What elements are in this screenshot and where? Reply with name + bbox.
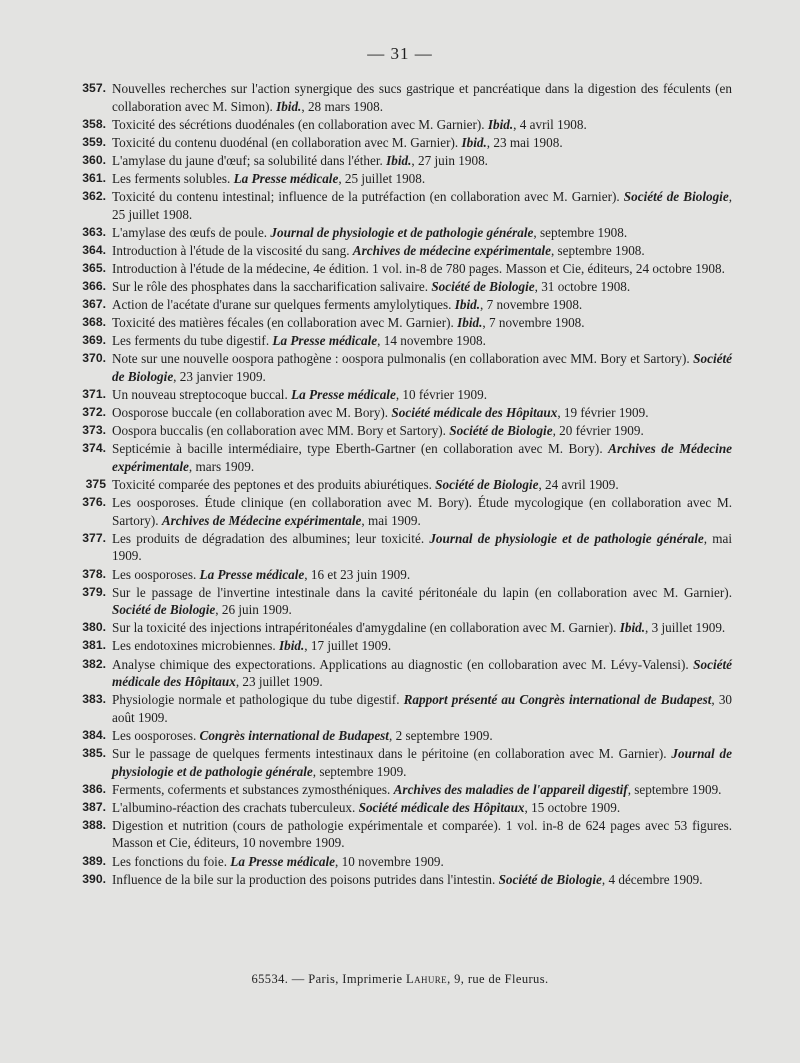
list-item [72, 745, 732, 780]
entry-title: Ferments, coferments et substances zymosthéniques. [112, 781, 394, 797]
list-item [72, 637, 732, 655]
entry-title: Septicémie à bacille intermédiaire, type Eberth-Gartner (en collaboration avec M. Bory). [112, 441, 609, 457]
entry-number: 362. [82, 189, 106, 204]
list-item [72, 440, 732, 475]
entry-number: 360. [82, 152, 106, 167]
entry-date: , 25 juillet 1908. [112, 189, 732, 222]
entry-date: , 31 octobre 1908. [534, 279, 631, 295]
entry-source: Société de Biologie [498, 871, 602, 887]
list-item [72, 386, 732, 404]
entry-title: Sur la toxicité des injections intrapéritonéales d'amygdaline (en collaboration avec M. Garnier). [112, 620, 620, 636]
entry-title: Sur le passage de quelques ferments intestinaux dans le péritoine (en collaboration avec M. Garnier). [112, 745, 672, 761]
list-item [72, 656, 732, 691]
entry-title: Les oosporoses. Étude clinique (en collaboration avec M. Bory). Étude mycologique (en collaboration avec M. Sartory). [112, 495, 732, 528]
entry-text [112, 853, 732, 871]
entry-title: Digestion et nutrition (cours de pathologie expérimentale et comparée). 1 vol. in-8 de 624 pages avec 53 figures. Masson et Cie, éditeurs, 10 novembre 1909. [112, 817, 732, 851]
entry-text [112, 134, 732, 152]
entry-source: Société de Biologie [431, 279, 535, 295]
imprint-printer: Lahure [406, 972, 448, 986]
entry-date: , septembre 1908. [550, 242, 645, 258]
entry-number: 376. [82, 495, 106, 510]
entry-source: Journal de physiologie et de pathologie générale [270, 224, 534, 240]
entry-text [112, 584, 732, 619]
entry-date: , 23 janvier 1909. [173, 369, 266, 384]
list-item [72, 691, 732, 726]
list-item [72, 152, 732, 170]
imprint-code: 65534. [251, 972, 289, 986]
entry-date: , 23 mai 1908. [486, 134, 563, 150]
entry-number: 375 [85, 477, 106, 492]
entry-date: , 4 avril 1908. [513, 116, 587, 132]
entry-source: Journal de physiologie et de pathologie générale [429, 530, 704, 546]
entry-source: Société de Biologie [449, 423, 553, 439]
entry-source: Société de Biologie [435, 477, 539, 493]
entry-title: Nouvelles recherches sur l'action synergique des sucs gastrique et pancréatique dans la digestion des féculents (en collaboration avec M. Simon). [112, 81, 732, 114]
entry-title: Introduction à l'étude de la médecine, 4e édition. 1 vol. in-8 de 780 pages. Masson et Cie, éditeurs, 24 octobre 1908. [112, 260, 725, 276]
entry-number: 382. [82, 656, 106, 671]
entry-source: Archives des maladies de l'appareil digestif [393, 781, 628, 797]
list-item [72, 188, 732, 223]
entry-number: 367. [82, 297, 106, 312]
entry-source: La Presse médicale [233, 170, 339, 186]
entry-source: La Presse médicale [272, 333, 378, 349]
entry-title: Oospora buccalis (en collaboration avec MM. Bory et Sartory). [112, 423, 450, 439]
entry-number: 381. [82, 638, 106, 653]
entry-number: 365. [82, 260, 106, 275]
entry-text [112, 799, 732, 817]
entry-title: Les oosporoses. [112, 727, 200, 743]
entry-number: 384. [82, 727, 106, 742]
entry-title: Sur le passage de l'invertine intestinale dans la cavité péritonéale du lapin (en collaboration avec M. Garnier). [112, 584, 732, 600]
list-item [72, 296, 732, 314]
entry-text [112, 619, 732, 637]
entry-date: , 10 novembre 1909. [335, 853, 444, 869]
list-item [72, 817, 732, 852]
entry-date: , 25 juillet 1908. [338, 170, 426, 186]
entry-text [112, 817, 732, 852]
entry-date: , 27 juin 1908. [411, 152, 488, 168]
list-item [72, 278, 732, 296]
entry-title: Physiologie normale et pathologique du tube digestif. [112, 692, 404, 708]
entry-title: Les fonctions du foie. [112, 853, 231, 869]
entry-source: Ibid. [454, 297, 481, 313]
entry-source: Ibid. [461, 134, 487, 150]
entry-date: , 16 et 23 juin 1909. [304, 566, 411, 582]
printer-imprint [0, 972, 800, 987]
entry-text [112, 440, 732, 475]
entry-number: 388. [82, 817, 106, 832]
entry-number: 358. [82, 116, 106, 131]
entry-number: 366. [82, 279, 106, 294]
entry-title: L'amylase du jaune d'œuf; sa solubilité dans l'éther. [112, 152, 387, 168]
entry-date: , mars 1909. [188, 458, 255, 474]
entry-text [112, 781, 732, 799]
entry-title: Toxicité du contenu duodénal (en collaboration avec M. Garnier). [112, 134, 462, 150]
entry-source: Ibid. [457, 315, 483, 331]
entry-text [112, 332, 732, 350]
entry-text [112, 404, 732, 422]
list-item [72, 350, 732, 385]
list-item [72, 871, 732, 889]
list-item [72, 781, 732, 799]
list-item [72, 134, 732, 152]
list-item [72, 224, 732, 242]
entry-title: Introduction à l'étude de la viscosité du sang. [112, 242, 353, 258]
entry-source: Archives de Médecine expérimentale [161, 512, 362, 528]
list-item [72, 476, 732, 494]
entry-source: Ibid. [619, 620, 645, 636]
entry-text [112, 278, 732, 296]
entry-date: , 20 février 1909. [552, 423, 644, 439]
entry-date: , 7 novembre 1908. [482, 315, 585, 331]
entry-date: , septembre 1909. [312, 763, 407, 779]
bibliography-list [72, 80, 732, 889]
entry-date: , mai 1909. [361, 512, 421, 528]
entry-number: 357. [82, 81, 106, 95]
entry-date: , mai 1909. [112, 530, 732, 564]
entry-date: , 23 juillet 1909. [235, 674, 323, 690]
list-item [72, 80, 732, 115]
entry-number: 369. [82, 333, 106, 348]
entry-title: Sur le rôle des phosphates dans la saccharification salivaire. [112, 279, 432, 295]
entry-date: , 28 mars 1908. [301, 98, 384, 114]
entry-number: 364. [82, 242, 106, 257]
entry-source: Archives de médecine expérimentale [352, 242, 551, 258]
entry-source: Société médicale des Hôpitaux [112, 656, 732, 690]
entry-date: , septembre 1908. [533, 224, 628, 240]
entry-text [112, 188, 732, 223]
entry-text [112, 260, 732, 278]
entry-text [112, 242, 732, 260]
list-item [72, 799, 732, 817]
entry-date: , 15 octobre 1909. [524, 799, 621, 815]
page-number: — 31 — [367, 44, 433, 63]
entry-source: Société de Biologie [112, 351, 732, 384]
list-item [72, 116, 732, 134]
entry-text [112, 566, 732, 584]
entry-title: Oosporose buccale (en collaboration avec M. Bory). [112, 405, 392, 421]
entry-source: Ibid. [386, 152, 412, 168]
list-item [72, 170, 732, 188]
entry-number: 371. [82, 387, 106, 402]
entry-title: Les ferments solubles. [112, 170, 234, 186]
entry-text [112, 656, 732, 691]
entry-number: 386. [82, 781, 106, 796]
entry-date: , 3 juillet 1909. [645, 620, 726, 636]
entry-title: Note sur une nouvelle oospora pathogène : oospora pulmonalis (en collaboration avec MM. Bory et Sartory). [112, 351, 694, 367]
entry-source: Société de Biologie [623, 189, 729, 205]
entry-text [112, 727, 732, 745]
entry-title: Un nouveau streptocoque buccal. [112, 387, 292, 403]
entry-number: 363. [82, 224, 106, 239]
entry-title: L'amylase des œufs de poule. [112, 224, 271, 240]
entry-title: Analyse chimique des expectorations. Applications au diagnostic (en collobaration avec M. Lévy-Valensi). [112, 656, 694, 672]
entry-source: Journal de physiologie et de pathologie générale [112, 745, 732, 779]
list-item [72, 619, 732, 637]
entry-text [112, 871, 732, 889]
entry-title: Toxicité du contenu intestinal; influence de la putréfaction (en collaboration avec M. Garnier). [112, 189, 624, 205]
entry-text [112, 80, 732, 115]
list-item [72, 494, 732, 529]
entry-text [112, 476, 732, 494]
entry-date: , septembre 1909. [627, 781, 722, 797]
entry-number: 383. [82, 692, 106, 707]
entry-number: 385. [82, 745, 106, 760]
entry-source: Archives de Médecine expérimentale [112, 441, 733, 474]
entry-title: L'albumino-réaction des crachats tuberculeux. [112, 799, 359, 815]
entry-source: Ibid. [487, 116, 514, 132]
entry-source: Congrès international de Budapest [199, 727, 389, 743]
entry-title: Les ferments du tube digestif. [112, 333, 273, 349]
entry-text [112, 152, 732, 170]
entry-number: 359. [82, 134, 106, 149]
entry-number: 377. [82, 530, 106, 545]
entry-text [112, 314, 732, 332]
entry-text [112, 386, 732, 404]
entry-title: Toxicité comparée des peptones et des produits abiurétiques. [112, 477, 436, 493]
entry-text [112, 224, 732, 242]
entry-date: , 2 septembre 1909. [388, 727, 493, 743]
imprint-text-before: — Paris, Imprimerie [288, 972, 407, 986]
entry-text [112, 637, 732, 655]
entry-source: Rapport présenté au Congrès international de Budapest [403, 692, 712, 708]
entry-date: , 14 novembre 1908. [377, 333, 486, 349]
list-item [72, 853, 732, 871]
entry-number: 380. [82, 620, 106, 635]
entry-text [112, 494, 732, 529]
entry-source: Ibid. [276, 98, 302, 114]
entry-text [112, 116, 732, 134]
entry-text [112, 350, 732, 385]
entry-text [112, 170, 732, 188]
entry-number: 389. [82, 853, 106, 868]
entry-number: 387. [82, 799, 106, 814]
entry-title: Les endotoxines microbiennes. [112, 638, 280, 654]
entry-number: 372. [82, 405, 106, 420]
entry-title: Toxicité des matières fécales (en collaboration avec M. Garnier). [112, 315, 458, 331]
entry-source: Société médicale des Hôpitaux [391, 405, 558, 421]
entry-date: , 10 février 1909. [395, 387, 487, 403]
list-item [72, 584, 732, 619]
entry-date: , 19 février 1909. [557, 405, 649, 421]
entry-text [112, 422, 732, 440]
entry-date: , 24 avril 1909. [538, 477, 619, 493]
entry-date: , 30 août 1909. [112, 692, 733, 725]
list-item [72, 242, 732, 260]
entry-title: Les oosporoses. [112, 566, 200, 582]
list-item [72, 332, 732, 350]
entry-text [112, 530, 732, 565]
entry-number: 378. [82, 566, 106, 581]
entry-source: La Presse médicale [230, 853, 336, 869]
entry-number: 361. [82, 170, 106, 185]
entry-title: Influence de la bile sur la production des poisons putrides dans l'intestin. [112, 871, 499, 887]
entry-source: La Presse médicale [291, 387, 396, 403]
entry-text [112, 691, 732, 726]
entry-text [112, 745, 732, 780]
entry-title: Action de l'acétate d'urane sur quelques ferments amylolytiques. [112, 297, 455, 313]
entry-title: Les produits de dégradation des albumines; leur toxicité. [112, 530, 430, 546]
entry-title: Toxicité des sécrétions duodénales (en collaboration avec M. Garnier). [112, 116, 488, 132]
entry-source: Société de Biologie [112, 602, 216, 618]
list-item [72, 566, 732, 584]
entry-date: , 17 juillet 1909. [304, 638, 392, 654]
list-item [72, 314, 732, 332]
entry-source: Société médicale des Hôpitaux [358, 799, 525, 815]
entry-date: , 26 juin 1909. [215, 602, 292, 618]
entry-text [112, 296, 732, 314]
entry-date: , 7 novembre 1908. [480, 297, 583, 313]
entry-number: 374. [82, 441, 106, 456]
entry-number: 370. [82, 351, 106, 366]
entry-number: 379. [82, 584, 106, 599]
entry-source: La Presse médicale [199, 566, 305, 582]
entry-source: Ibid. [279, 638, 305, 654]
entry-number: 390. [82, 871, 106, 886]
list-item [72, 530, 732, 565]
entry-number: 368. [82, 315, 106, 330]
list-item [72, 260, 732, 278]
list-item [72, 404, 732, 422]
entry-date: , 4 décembre 1909. [601, 871, 703, 887]
list-item [72, 422, 732, 440]
list-item [72, 727, 732, 745]
entry-number: 373. [82, 423, 106, 438]
imprint-text-after: , 9, rue de Fleurus. [447, 972, 549, 986]
